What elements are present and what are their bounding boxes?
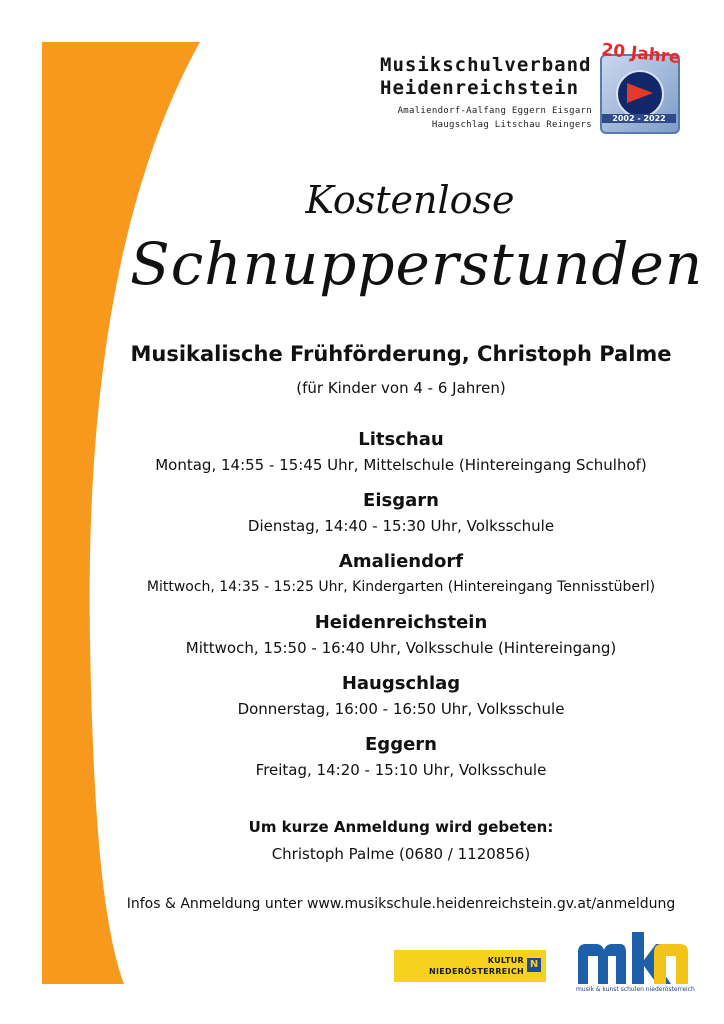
mkn-logo-caption: musik & kunst schulen niederösterreich: [576, 986, 695, 993]
location-entry: [100, 550, 702, 597]
location-name: Litschau: [358, 429, 444, 450]
title-free: Kostenlose: [305, 178, 515, 222]
location-name: Eisgarn: [363, 490, 439, 511]
kultur-logo-mark: N: [527, 958, 541, 972]
location-entry: [100, 672, 702, 719]
course-title: Musikalische Frühförderung, Christoph Palme: [130, 342, 672, 366]
org-name-line1: Musikschulverband: [380, 54, 592, 76]
title-trial-lessons: Schnupperstunden: [130, 230, 704, 298]
badge-title: 20 Jahre: [600, 39, 682, 69]
registration-note: Um kurze Anmeldung wird gebeten:: [248, 818, 554, 836]
location-entry: [100, 611, 702, 658]
kultur-logo-line1: KULTUR: [487, 956, 524, 965]
org-name-line2: Heidenreichstein: [380, 77, 580, 99]
school-association-header: [380, 54, 592, 132]
course-age-range: (für Kinder von 4 - 6 Jahren): [296, 379, 506, 397]
kultur-logo-line2: NIEDERÖSTERREICH: [428, 967, 524, 976]
location-name: Amaliendorf: [338, 551, 464, 572]
kultur-niederoesterreich-logo: [394, 950, 546, 982]
location-schedule: Mittwoch, 14:35 - 15:25 Uhr, Kindergarten (Hintereingang Tennisstüberl): [146, 579, 656, 595]
location-name: Eggern: [365, 734, 437, 755]
anniversary-badge: [598, 39, 684, 136]
location-schedule: Montag, 14:55 - 15:45 Uhr, Mittelschule (Hintereingang Schulhof): [155, 456, 647, 474]
location-schedule: Mittwoch, 15:50 - 16:40 Uhr, Volksschule (Hintereingang): [185, 639, 617, 657]
location-entry: [100, 489, 702, 536]
location-entry: [100, 428, 702, 475]
play-icon: [625, 81, 655, 105]
location-name: Heidenreichstein: [314, 612, 488, 633]
member-towns-line1: Amaliendorf-Aalfang Eggern Eisgarn: [397, 106, 592, 116]
mkn-logo-mark: [576, 930, 692, 986]
location-schedule: Freitag, 14:20 - 15:10 Uhr, Volksschule: [255, 761, 547, 779]
kultur-logo-text: [429, 955, 524, 977]
info-registration-link[interactable]: Infos & Anmeldung unter www.musikschule.heidenreichstein.gv.at/anmeldung: [126, 896, 676, 912]
mkn-logo: [576, 930, 695, 996]
location-schedule: Dienstag, 14:40 - 15:30 Uhr, Volksschule: [247, 517, 555, 535]
location-name: Haugschlag: [341, 673, 461, 694]
member-towns-line2: Haugschlag Litschau Reingers: [431, 120, 592, 130]
location-entry: [100, 733, 702, 780]
registration-contact: Christoph Palme (0680 / 1120856): [271, 845, 531, 863]
location-schedule: Donnerstag, 16:00 - 16:50 Uhr, Volksschule: [237, 700, 565, 718]
badge-years: 2002 - 2022: [602, 114, 676, 123]
